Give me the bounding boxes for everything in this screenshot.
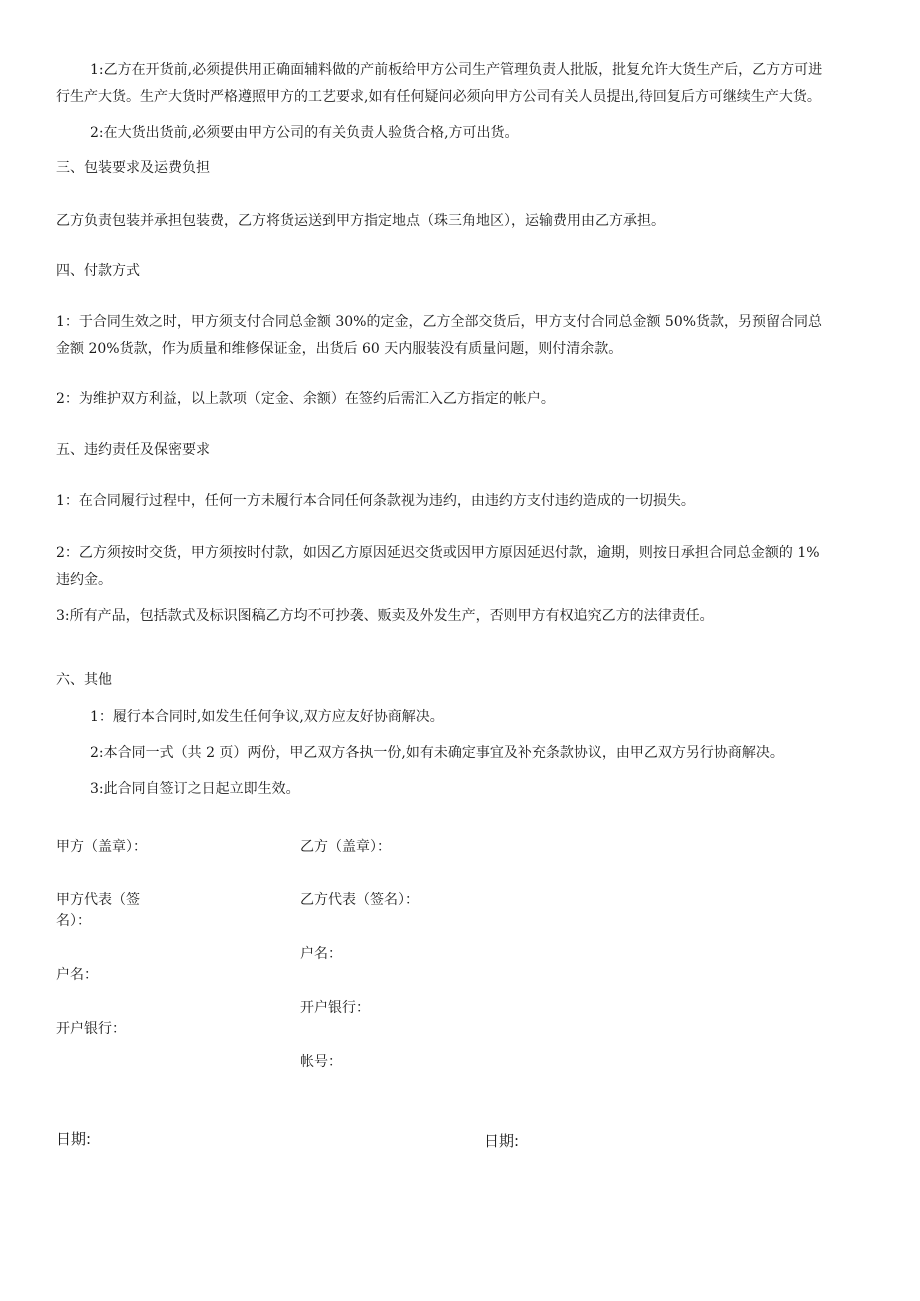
- liability-item-2-line-2: 违约金。: [56, 572, 112, 588]
- other-item-1: 1：履行本合同时,如发生任何争议,双方应友好协商解决。: [90, 709, 444, 725]
- party-b-bank-label: 开户银行：: [300, 1000, 370, 1016]
- section-heading-packaging: 三、包装要求及运费负担: [56, 160, 210, 176]
- packaging-text: 乙方负责包装并承担包装费，乙方将货运送到甲方指定地点（珠三角地区），运输费用由乙方承担。: [56, 213, 665, 229]
- liability-item-3: 3:所有产品，包括款式及标识图稿乙方均不可抄袭、贩卖及外发生产，否则甲方有权追究乙方的法律责任。: [56, 608, 714, 624]
- payment-item-2: 2：为维护双方利益，以上款项（定金、余额）在签约后需汇入乙方指定的帐户。: [56, 391, 555, 407]
- party-b-seal-label: 乙方（盖章）：: [300, 839, 391, 855]
- party-a-date-label: 日期:: [56, 1130, 92, 1148]
- liability-item-2-line-1: 2：乙方须按时交货，甲方须按时付款，如因乙方原因延迟交货或因甲方原因延迟付款，逾期，则按日承担合同总金额的 1%: [56, 545, 820, 561]
- party-b-representative-label: 乙方代表（签名）：: [300, 892, 419, 908]
- party-a-seal-label: 甲方（盖章）：: [56, 839, 147, 855]
- production-item-1-line-2: 行生产大货。生产大货时严格遵照甲方的工艺要求,如有任何疑问必须向甲方公司有关人员提出,待回复后方可继续生产大货。: [56, 89, 821, 105]
- party-b-account-name-label: 户名：: [300, 946, 342, 962]
- liability-item-1: 1：在合同履行过程中，任何一方未履行本合同任何条款视为违约，由违约方支付违约造成的一切损失。: [56, 493, 695, 509]
- party-a-account-name-label: 户名：: [56, 967, 98, 983]
- section-heading-other: 六、其他: [56, 672, 112, 688]
- section-heading-liability: 五、违约责任及保密要求: [56, 442, 210, 458]
- other-item-2: 2:本合同一式（共 2 页）两份，甲乙双方各执一份,如有未确定事宜及补充条款协议，由甲乙双方另行协商解决。: [90, 745, 784, 761]
- party-a-bank-label: 开户银行：: [56, 1021, 126, 1037]
- section-heading-payment: 四、付款方式: [56, 263, 140, 279]
- other-item-3: 3:此合同自签订之日起立即生效。: [90, 781, 300, 797]
- party-b-account-number-label: 帐号：: [300, 1054, 342, 1070]
- party-b-date-label: 日期:: [484, 1132, 520, 1150]
- payment-item-1-line-2: 金额 20%货款，作为质量和维修保证金，出货后 60 天内服装没有质量问题，则付清余款。: [56, 341, 623, 357]
- party-a-representative-label-line-1: 甲方代表（签: [56, 892, 140, 908]
- party-a-representative-label-line-2: 名）：: [56, 913, 91, 929]
- production-item-1-line-1: 1:乙方在开货前,必须提供用正确面辅料做的产前板给甲方公司生产管理负责人批版，批复允许大货生产后，乙方方可进: [90, 62, 823, 78]
- payment-item-1-line-1: 1：于合同生效之时，甲方须支付合同总金额 30%的定金，乙方全部交货后，甲方支付合同总金额 50%货款，另预留合同总: [56, 314, 823, 330]
- production-item-2: 2:在大货出货前,必须要由甲方公司的有关负责人验货合格,方可出货。: [90, 125, 519, 141]
